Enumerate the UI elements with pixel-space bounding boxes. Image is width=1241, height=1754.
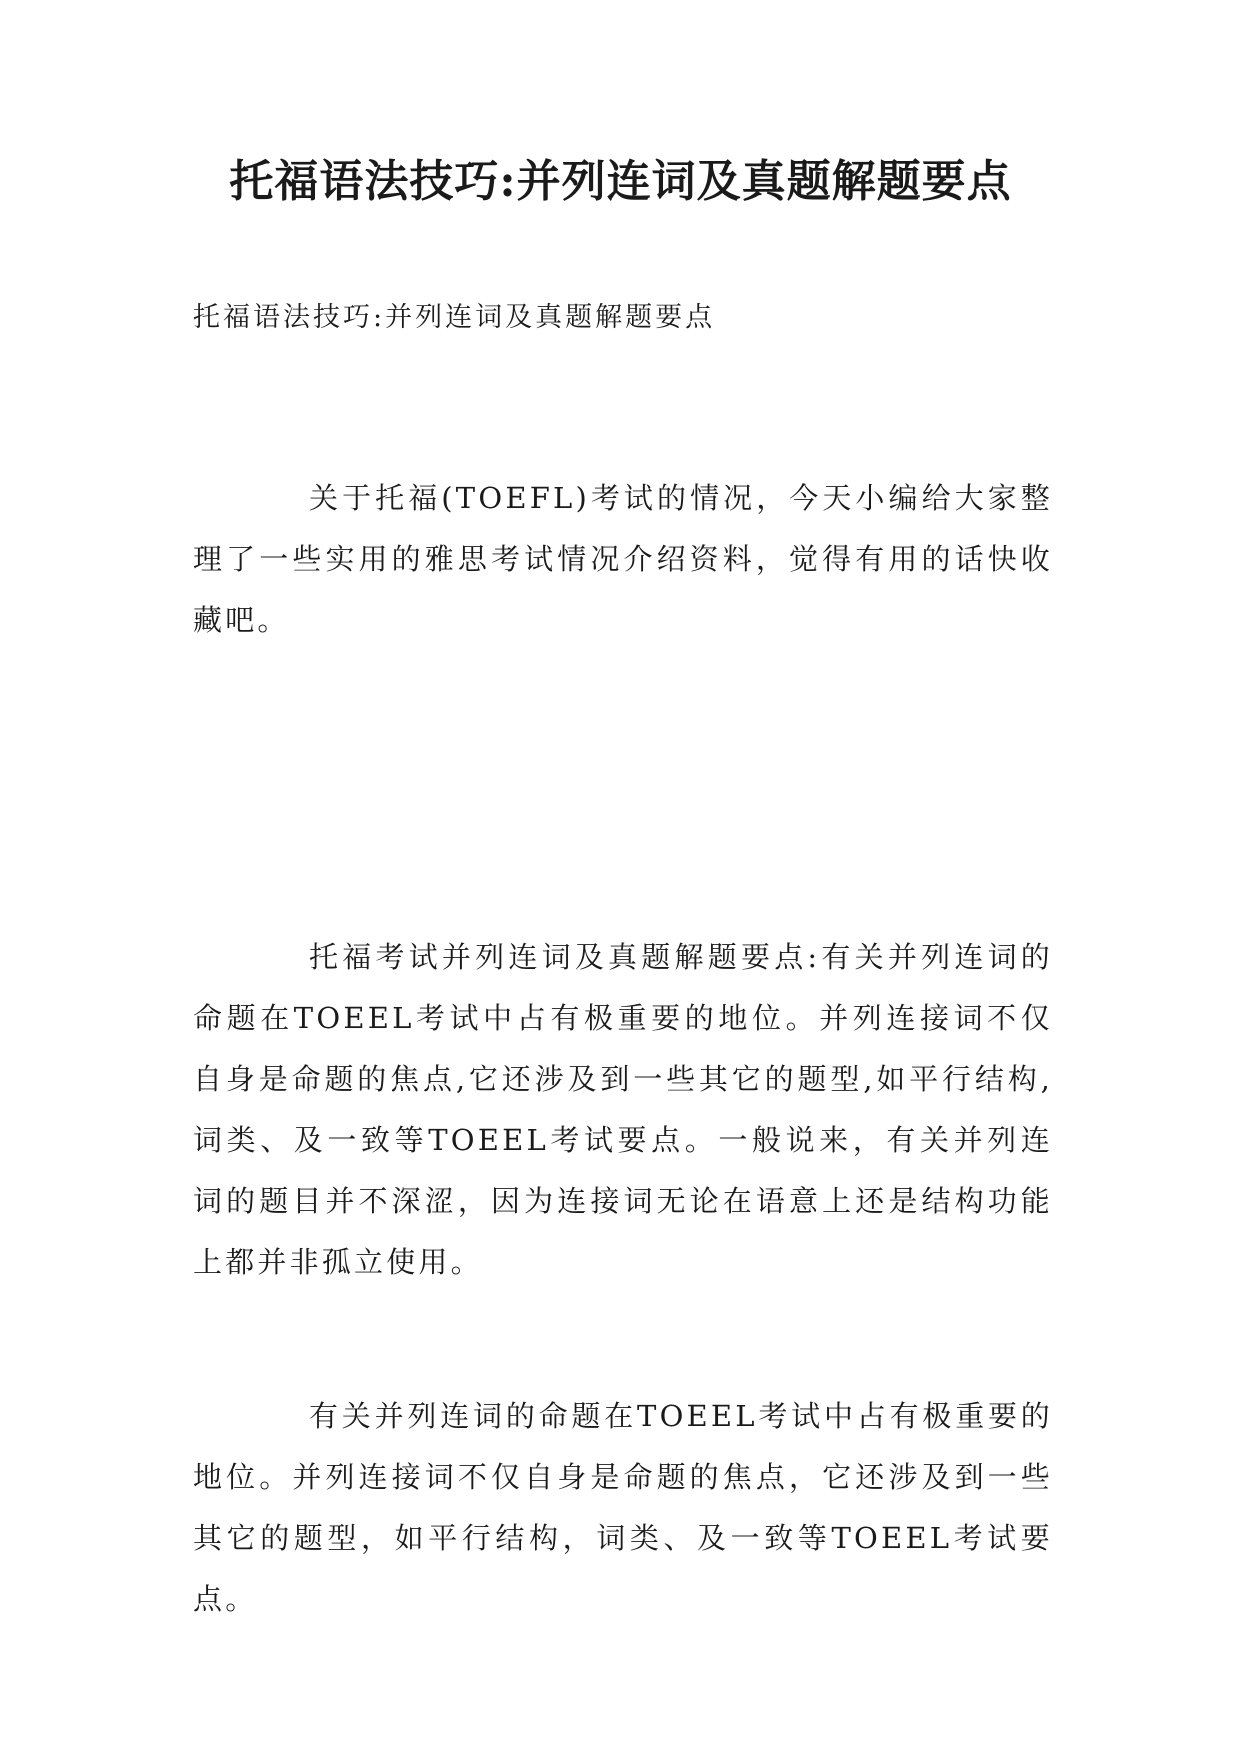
paragraph-intro: 关于托福(TOEFL)考试的情况，今天小编给大家整理了一些实用的雅思考试情况介绍资料，觉得有用的话快收藏吧。 — [193, 481, 1053, 637]
paragraph-conjunction-overview: 托福考试并列连词及真题解题要点:有关并列连词的命题在TOEEL考试中占有极重要的地位。并列连接词不仅自身是命题的焦点,它还涉及到一些其它的题型,如平行结构,词类、及一致等TOEEL考试要点。一般说来，有关并列连词的题目并不深涩，因为连接词无论在语意上还是结构功能上都并非孤立使用。 — [193, 940, 1053, 1279]
document-subtitle: 托福语法技巧:并列连词及真题解题要点 — [193, 302, 716, 333]
paragraph-conjunction-importance: 有关并列连词的命题在TOEEL考试中占有极重要的地位。并列连接词不仅自身是命题的焦点，它还涉及到一些其它的题型，如平行结构，词类、及一致等TOEEL考试要点。 — [193, 1399, 1053, 1616]
document-title: 托福语法技巧:并列连词及真题解题要点 — [229, 156, 1012, 207]
